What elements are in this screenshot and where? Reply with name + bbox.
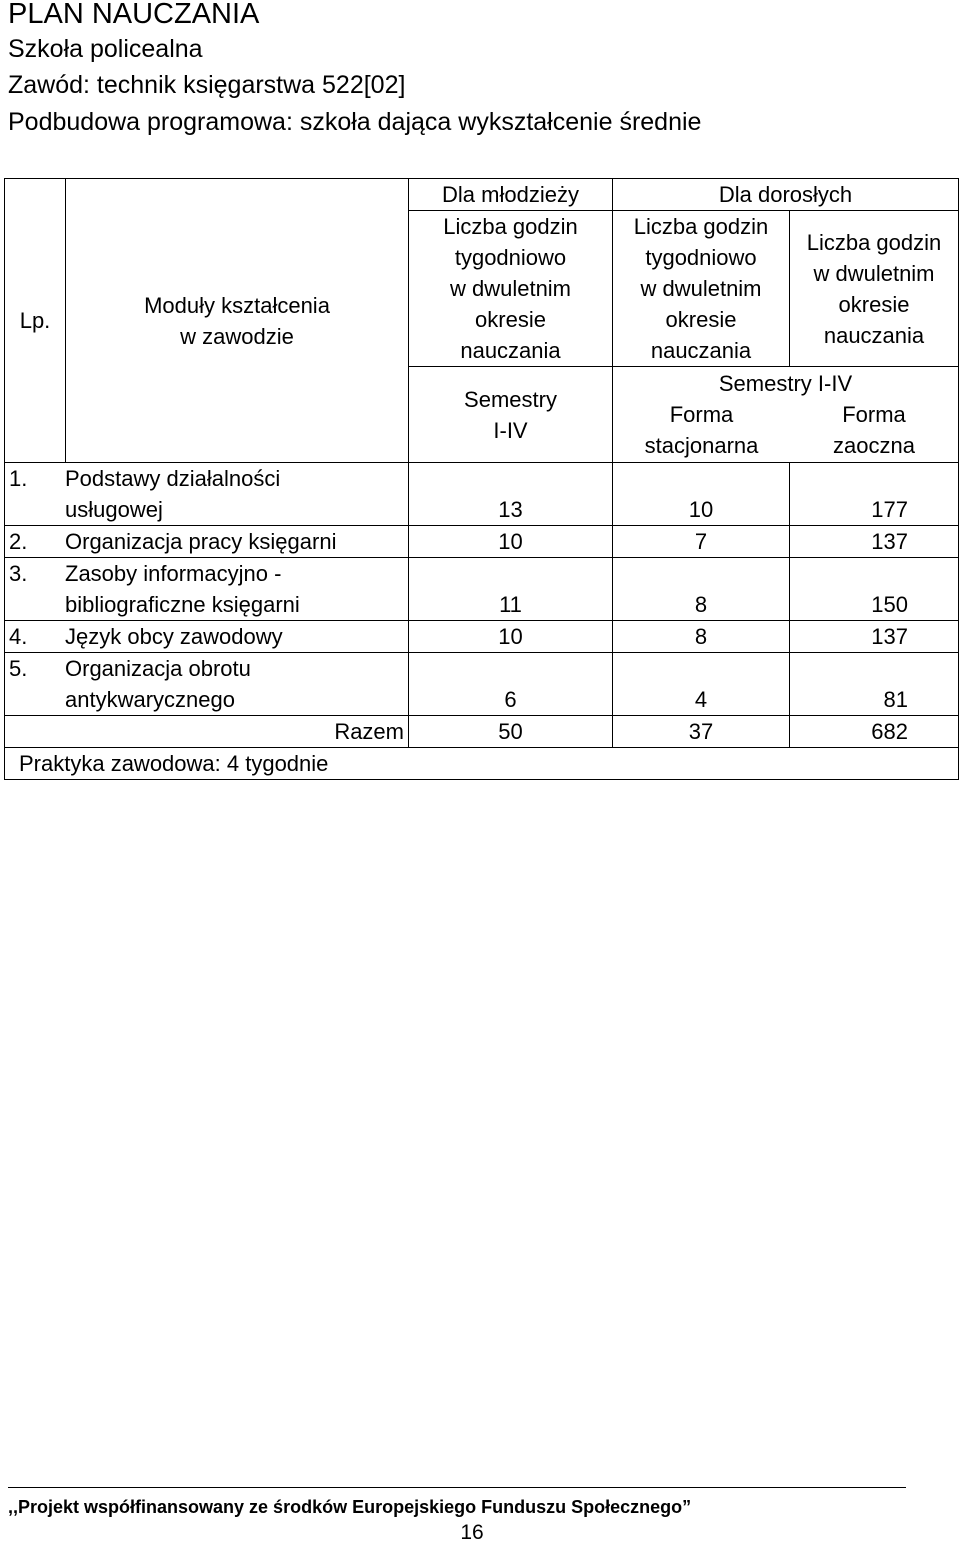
table-row [5,558,959,621]
header-form-extramural: Forma zaoczna [833,402,915,458]
extramural-hours: 81 [790,653,959,716]
practice-note: Praktyka zawodowa: 4 tygodnie [5,748,959,780]
footer-divider [8,1487,906,1488]
stationary-hours: 7 [613,526,790,558]
total-youth: 50 [409,716,613,748]
extramural-hours: 150 [790,558,959,621]
header-adult-semesters: Semestry I-IV Forma stacjonarna Forma zaoczna [613,367,959,463]
teaching-plan-table [4,178,959,780]
youth-hours: 10 [409,621,613,653]
table-row [5,526,959,558]
header-lp: Lp. [5,179,66,463]
header-adult-hours-total: Liczba godzin w dwuletnim okresie nauczania [790,211,959,367]
table-row [5,653,959,716]
total-extramural: 682 [790,716,959,748]
youth-hours: 10 [409,526,613,558]
program-base: Podbudowa programowa: szkoła dająca wykształcenie średnie [8,108,702,136]
header-youth-semesters: Semestry I-IV [409,367,613,463]
stationary-hours: 10 [613,463,790,526]
module-name: 1. Podstawy działalności usługowej [5,463,409,526]
extramural-hours: 137 [790,526,959,558]
table-row [5,463,959,526]
header-youth-hours: Liczba godzin tygodniowo w dwuletnim okresie nauczania [409,211,613,367]
table-row [5,621,959,653]
extramural-hours: 137 [790,621,959,653]
header-form-stationary: Forma stacjonarna [644,402,759,458]
page-number: 16 [460,1521,484,1544]
stationary-hours: 8 [613,558,790,621]
header-modules: Moduły kształcenia w zawodzie [66,179,409,463]
header-adult-hours-weekly: Liczba godzin tygodniowo w dwuletnim okresie nauczania [613,211,790,367]
module-name: 2. Organizacja pracy księgarni [5,526,409,558]
extramural-hours: 177 [790,463,959,526]
stationary-hours: 8 [613,621,790,653]
total-row [5,716,959,748]
header-youth: Dla młodzieży [409,179,613,211]
stationary-hours: 4 [613,653,790,716]
practice-row [5,748,959,780]
total-label: Razem [5,716,409,748]
youth-hours: 6 [409,653,613,716]
footer-note: ,,Projekt współfinansowany ze środków Europejskiego Funduszu Społecznego” [8,1497,692,1517]
total-stationary: 37 [613,716,790,748]
header-adults: Dla dorosłych [613,179,959,211]
page-title: PLAN NAUCZANIA [8,0,260,30]
module-name: 3. Zasoby informacyjno - bibliograficzne księgarni [5,558,409,621]
module-name: 4. Język obcy zawodowy [5,621,409,653]
profession: Zawód: technik księgarstwa 522[02] [8,71,406,99]
module-name: 5. Organizacja obrotu antykwarycznego [5,653,409,716]
school-type: Szkoła policealna [8,35,203,63]
youth-hours: 13 [409,463,613,526]
youth-hours: 11 [409,558,613,621]
